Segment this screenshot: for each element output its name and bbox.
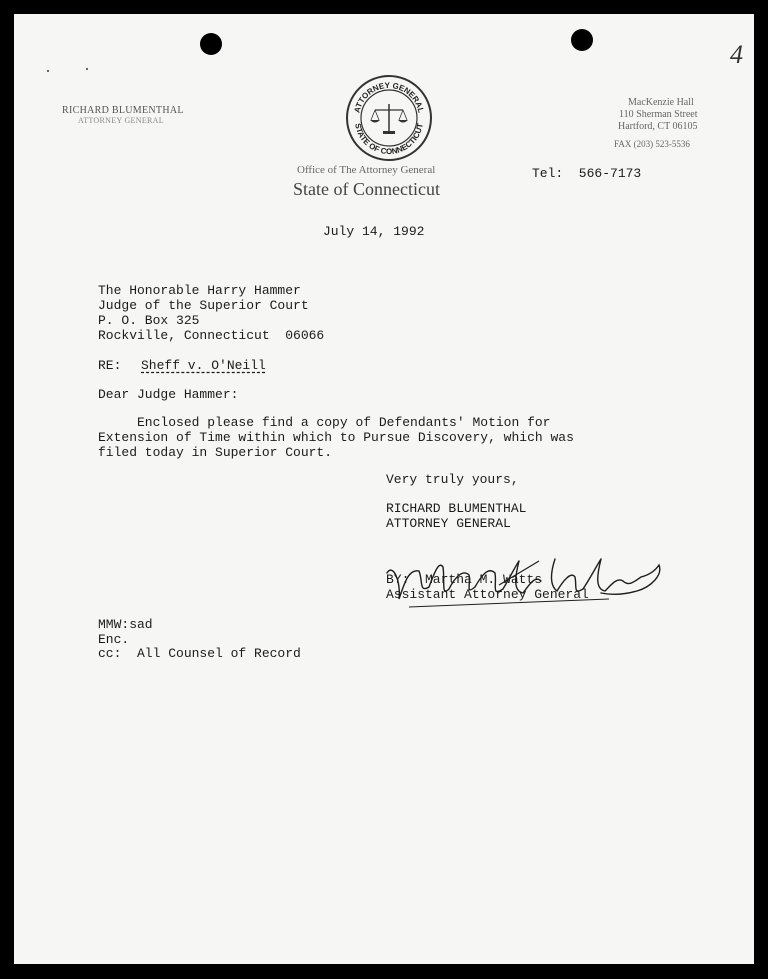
by-title: Assistant Attorney General [386,587,589,602]
recipient-line-2: Judge of the Superior Court [98,298,309,313]
letterhead-name: RICHARD BLUMENTHAL [62,105,184,116]
by-line: BY: Martha M. Watts [386,572,543,587]
svg-text:ATTORNEY GENERAL: ATTORNEY GENERAL [352,80,426,114]
re-label: RE: [98,358,122,373]
address-line-2: 110 Sherman Street [619,109,698,120]
letter-page [14,14,754,964]
state-line: State of Connecticut [293,179,440,199]
body-line-1: Enclosed please find a copy of Defendants' Motion for [98,415,551,430]
body-line-2: Extension of Time within which to Pursue Discovery, which was [98,430,574,445]
address-line-1: MacKenzie Hall [628,97,694,108]
signer-title: ATTORNEY GENERAL [386,516,511,531]
fax-number: FAX (203) 523-5536 [614,139,690,149]
svg-text:STATE OF CONNECTICUT: STATE OF CONNECTICUT [353,122,425,157]
office-line: Office of The Attorney General [297,164,436,176]
salutation: Dear Judge Hammer: [98,387,239,402]
telephone: Tel: 566-7173 [532,166,642,181]
speck-mark [86,68,88,70]
page-number: 4 [730,40,743,69]
letter-date: July 14, 1992 [323,224,425,239]
re-case-name: Sheff v. O'Neill [141,358,266,373]
closing: Very truly yours, [386,472,519,487]
speck-mark [47,70,49,72]
cc-line: cc: All Counsel of Record [98,646,301,661]
initials: MMW:sad [98,617,153,632]
recipient-line-3: P. O. Box 325 [98,313,200,328]
letterhead-title: ATTORNEY GENERAL [78,116,164,125]
body-line-3: filed today in Superior Court. [98,445,333,460]
recipient-line-1: The Honorable Harry Hammer [98,283,301,298]
address-line-3: Hartford, CT 06105 [618,121,698,132]
punch-hole-left [200,33,222,55]
enclosure-note: Enc. [98,632,130,647]
punch-hole-right [571,29,593,51]
state-seal-icon [345,74,433,162]
signer-name: RICHARD BLUMENTHAL [386,501,527,516]
recipient-line-4: Rockville, Connecticut 06066 [98,328,325,343]
